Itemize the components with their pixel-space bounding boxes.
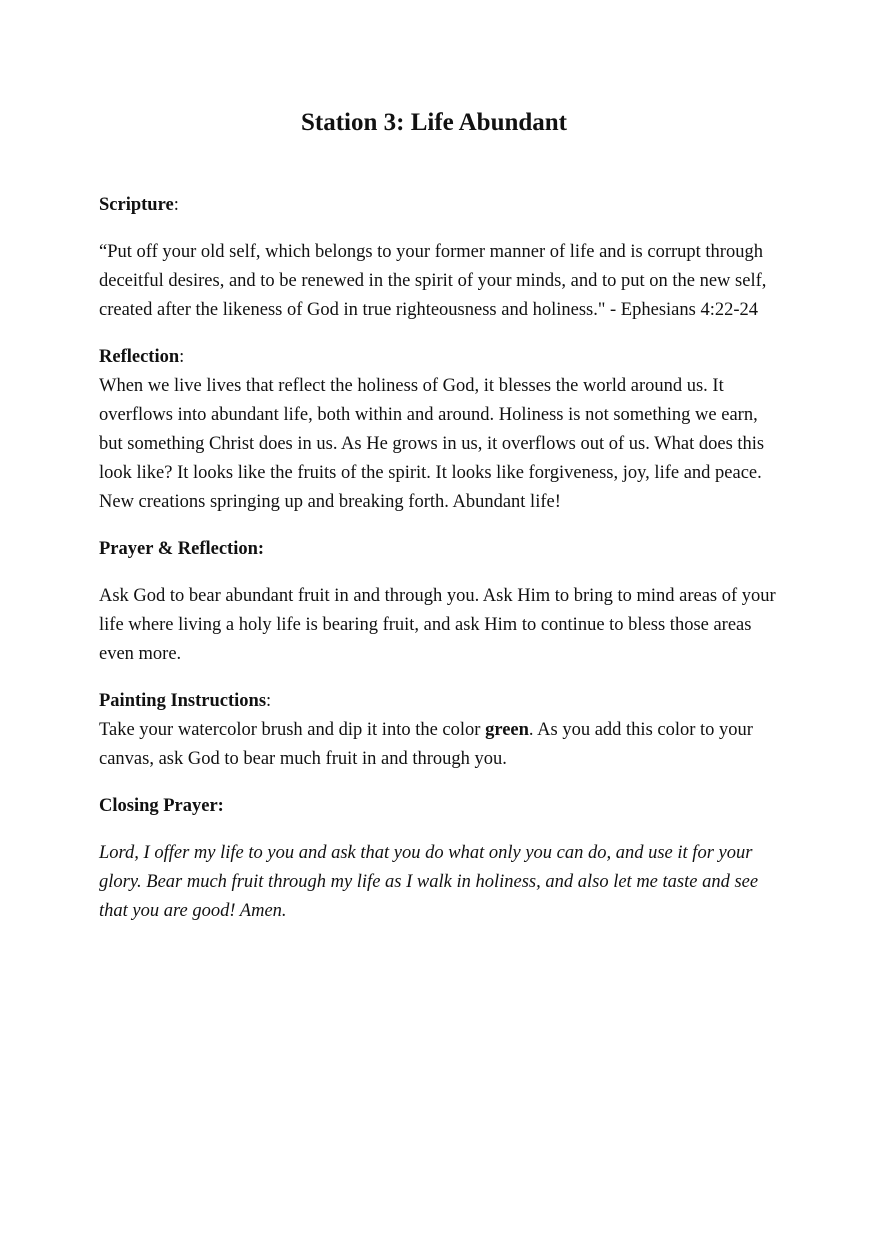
- reflection-label-suffix: :: [179, 347, 185, 367]
- page-title: Station 3: Life Abundant: [300, 109, 568, 136]
- scripture-text: “Put off your old self, which belongs to your former manner of life and is corrupt through deceitful desires, and to be renewed in the spirit of your minds, and to put on the new self, created after the likeness of God in true righteousness and holiness." - Ephesians 4:22-24: [99, 242, 767, 320]
- reflection-text: When we live lives that reflect the holiness of God, it blesses the world around us. It overflows into abundant life, both within and around. Holiness is not something we earn, but something Christ does in us. As He grows in us, it overflows out of us. What does this look like? It looks like the fruits of the spirit. It looks like forgiveness, joy, life and peace. New creations springing up and breaking forth. Abundant life!: [99, 376, 765, 512]
- painting-color-word: green: [485, 720, 529, 740]
- scripture-label: Scripture: [99, 195, 174, 215]
- closing-prayer-text: Lord, I offer my life to you and ask that you do what only you can do, and use it for your glory. Bear much fruit through my life as I walk in holiness, and also let me taste and see that you are good! Amen.: [99, 843, 759, 921]
- painting-text-after: . As you add this color to your canvas, ask God to bear much fruit in and through you.: [99, 720, 753, 769]
- prayer-reflection-heading: [99, 535, 779, 564]
- closing-prayer-heading: [99, 792, 779, 821]
- painting-text: [99, 716, 779, 774]
- reflection-label: Reflection: [99, 347, 180, 367]
- prayer-reflection-label: Prayer & Reflection:: [99, 539, 265, 559]
- reflection-heading: [99, 343, 779, 372]
- painting-text-before: Take your watercolor brush and dip it into the color: [99, 720, 486, 740]
- closing-prayer-label: Closing Prayer:: [99, 796, 224, 816]
- scripture-heading: [99, 191, 779, 220]
- painting-heading: [99, 687, 779, 716]
- document-page: [99, 106, 779, 926]
- painting-label-suffix: :: [266, 691, 272, 711]
- scripture-label-suffix: :: [173, 195, 179, 215]
- painting-label: Painting Instructions: [99, 691, 267, 711]
- prayer-reflection-text: Ask God to bear abundant fruit in and through you. Ask Him to bring to mind areas of your life where living a holy life is bearing fruit, and ask Him to continue to bless those areas even more.: [99, 586, 776, 664]
